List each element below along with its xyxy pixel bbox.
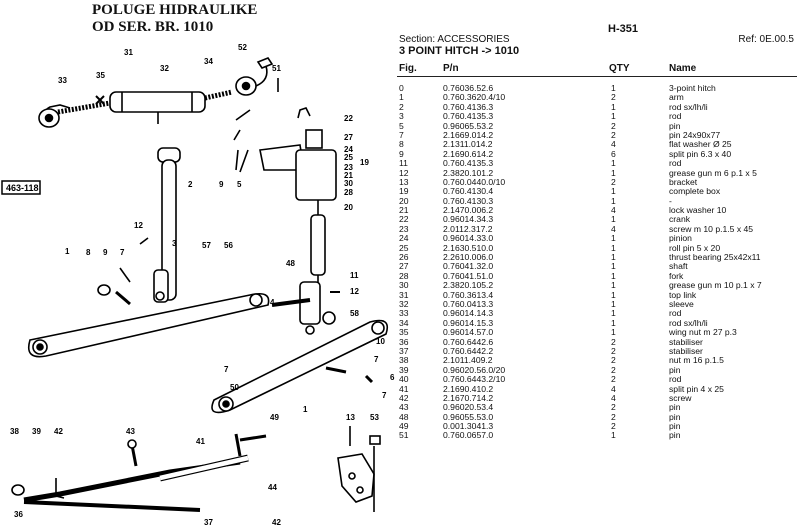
- cell-name: roll pin 5 x 20: [669, 242, 721, 253]
- cell-qty: 2: [611, 364, 616, 375]
- cell-pn: 0.760.4130.3: [443, 195, 494, 206]
- stabilisers: [12, 434, 266, 510]
- svg-text:32: 32: [160, 64, 169, 73]
- cell-name: rod sx/lh/li: [669, 317, 708, 328]
- cell-fig: 9: [399, 148, 404, 159]
- cell-qty: 1: [611, 317, 616, 328]
- lower-link-left: [29, 268, 269, 357]
- cell-fig: 32: [399, 298, 409, 309]
- cell-qty: 1: [611, 327, 616, 338]
- cell-qty: 1: [611, 280, 616, 291]
- cell-pn: 0.76041.32.0: [443, 261, 494, 272]
- cell-pn: 0.76036.52.6: [443, 83, 494, 93]
- col-qty: QTY: [609, 63, 630, 74]
- cell-qty: 6: [611, 148, 616, 159]
- cell-name: 3-point hitch: [669, 83, 716, 93]
- cell-name: stabiliser: [669, 345, 703, 356]
- cell-qty: 2: [611, 345, 616, 356]
- cell-name: grease gun m 6 p.1 x 5: [669, 167, 757, 178]
- svg-text:19: 19: [360, 158, 369, 167]
- cell-fig: 40: [399, 374, 409, 385]
- cell-fig: 7: [399, 129, 404, 140]
- svg-text:52: 52: [238, 43, 247, 52]
- svg-text:24: 24: [344, 145, 353, 154]
- cell-fig: 11: [399, 158, 408, 169]
- svg-text:21: 21: [344, 171, 353, 180]
- cell-fig: 35: [399, 327, 409, 338]
- cell-pn: 0.96014.57.0: [443, 327, 494, 338]
- cell-fig: 23: [399, 223, 409, 234]
- cell-pn: 0.96014.33.0: [443, 233, 494, 244]
- cell-qty: 4: [611, 139, 616, 150]
- cell-fig: 24: [399, 233, 409, 244]
- svg-text:44: 44: [268, 483, 277, 492]
- cell-name: bracket: [669, 176, 698, 187]
- cell-qty: 1: [611, 167, 616, 178]
- cell-fig: 30: [399, 280, 409, 291]
- cell-pn: 2.1470.006.2: [443, 205, 494, 216]
- svg-text:33: 33: [58, 76, 67, 85]
- cell-name: complete box: [669, 186, 721, 197]
- svg-text:43: 43: [126, 427, 135, 436]
- cell-name: rod sx/lh/li: [669, 101, 708, 112]
- cell-name: split pin 4 x 25: [669, 383, 724, 394]
- cell-name: screw m 10 p.1.5 x 45: [669, 223, 754, 234]
- svg-text:35: 35: [96, 71, 105, 80]
- cell-qty: 2: [611, 336, 616, 347]
- svg-text:22: 22: [344, 114, 353, 123]
- cell-qty: 1: [611, 308, 616, 319]
- cell-fig: 38: [399, 355, 409, 366]
- diagram-title-line1: POLUGE HIDRAULIKE: [92, 2, 258, 18]
- cell-qty: 2: [611, 421, 616, 432]
- cell-qty: 1: [611, 242, 616, 253]
- svg-text:53: 53: [370, 413, 379, 422]
- cell-name: stabiliser: [669, 336, 703, 347]
- cell-pn: 2.3820.101.2: [443, 167, 494, 178]
- cell-fig: 34: [399, 317, 409, 328]
- cell-name: flat washer Ø 25: [669, 139, 732, 150]
- cell-name: grease gun m 10 p.1 x 7: [669, 280, 762, 291]
- cell-pn: 0.96020.56.0/20: [443, 364, 506, 375]
- cell-name: rod: [669, 111, 682, 122]
- cell-pn: 0.760.4135.3: [443, 111, 494, 122]
- svg-text:9: 9: [219, 180, 224, 189]
- cell-pn: 0.96065.53.2: [443, 120, 494, 131]
- cell-name: rod: [669, 308, 682, 319]
- cell-name: pinion: [669, 233, 692, 244]
- cell-fig: 25: [399, 242, 409, 253]
- svg-text:30: 30: [344, 179, 353, 188]
- svg-text:4: 4: [270, 298, 275, 307]
- cell-name: fork: [669, 270, 684, 281]
- cell-fig: 49: [399, 421, 409, 432]
- cell-name: shaft: [669, 261, 688, 272]
- cell-qty: 1: [611, 430, 616, 441]
- cell-pn: 0.760.0413.3: [443, 298, 494, 309]
- cell-name: pin: [669, 120, 681, 131]
- cell-qty: 2: [611, 129, 616, 140]
- svg-text:58: 58: [350, 309, 359, 318]
- cell-fig: 21: [399, 205, 409, 216]
- cell-name: wing nut m 27 p.3: [669, 327, 737, 338]
- cell-fig: 37: [399, 345, 409, 356]
- svg-text:9: 9: [103, 248, 108, 257]
- cell-fig: 48: [399, 411, 409, 422]
- cell-name: pin: [669, 430, 681, 441]
- svg-text:56: 56: [224, 241, 233, 250]
- cell-name: split pin 6.3 x 40: [669, 148, 732, 159]
- svg-text:27: 27: [344, 133, 353, 142]
- cell-qty: 1: [611, 298, 616, 309]
- svg-text:12: 12: [134, 221, 143, 230]
- callout-labels: [10, 43, 395, 527]
- cell-fig: 27: [399, 261, 409, 272]
- cell-qty: 2: [611, 355, 616, 366]
- cell-fig: 28: [399, 270, 409, 281]
- bracket: [338, 426, 380, 512]
- cell-fig: 42: [399, 392, 409, 403]
- cell-fig: 19: [399, 186, 409, 197]
- cell-pn: 0.760.0440.0/10: [443, 176, 506, 187]
- cell-name: pin: [669, 364, 681, 375]
- cell-pn: 0.760.4130.4: [443, 186, 494, 197]
- cell-pn: 0.760.6442.6: [443, 336, 494, 347]
- cell-fig: 8: [399, 139, 404, 150]
- section-code: H-351: [608, 23, 638, 35]
- figure-code: 463-118: [6, 183, 39, 193]
- cell-pn: 0.001.3041.3: [443, 421, 494, 432]
- svg-text:13: 13: [346, 413, 355, 422]
- svg-text:34: 34: [204, 57, 213, 66]
- svg-text:42: 42: [54, 427, 63, 436]
- cell-pn: 0.760.0657.0: [443, 430, 494, 441]
- cell-pn: 2.3820.105.2: [443, 280, 494, 291]
- svg-text:2: 2: [188, 180, 193, 189]
- lift-rods: [140, 110, 250, 302]
- cell-pn: 0.760.4136.3: [443, 101, 494, 112]
- hitch-drawing: [0, 0, 395, 529]
- cell-fig: 39: [399, 364, 409, 375]
- svg-text:5: 5: [237, 180, 242, 189]
- svg-text:37: 37: [204, 518, 213, 527]
- cell-pn: 0.96014.14.3: [443, 308, 494, 319]
- cell-pn: 2.1011.409.2: [443, 355, 493, 366]
- cell-pn: 0.96014.34.3: [443, 214, 494, 225]
- cell-name: nut m 16 p.1.5: [669, 355, 724, 366]
- col-fig: Fig.: [399, 63, 417, 74]
- cell-qty: 1: [611, 83, 616, 93]
- table-row: [397, 431, 797, 440]
- cell-qty: 2: [611, 92, 616, 103]
- svg-text:48: 48: [286, 259, 295, 268]
- cell-name: pin: [669, 411, 681, 422]
- section-label: Section: ACCESSORIES: [399, 34, 510, 45]
- diagram-title-line2: OD SER. BR. 1010: [92, 19, 214, 35]
- cell-pn: 2.1670.714.2: [443, 392, 494, 403]
- cell-qty: 1: [611, 252, 616, 263]
- svg-text:1: 1: [65, 247, 70, 256]
- cell-pn: 0.96055.53.0: [443, 411, 494, 422]
- svg-text:31: 31: [124, 48, 133, 57]
- svg-text:57: 57: [202, 241, 211, 250]
- cell-pn: 2.1669.014.2: [443, 129, 494, 140]
- reference-code: Ref: 0E.00.5: [738, 34, 794, 45]
- cell-pn: 0.760.3613.4: [443, 289, 494, 300]
- cell-name: crank: [669, 214, 691, 225]
- svg-text:7: 7: [382, 391, 387, 400]
- cell-qty: 1: [611, 270, 616, 281]
- cell-qty: 1: [611, 214, 616, 225]
- parts-list: [397, 0, 800, 529]
- cell-name: pin 24x90x77: [669, 129, 721, 140]
- cell-fig: 36: [399, 336, 409, 347]
- cell-name: top link: [669, 289, 697, 300]
- cell-fig: 31: [399, 289, 409, 300]
- cell-qty: 4: [611, 223, 616, 234]
- cell-pn: 2.2610.006.0: [443, 252, 494, 263]
- cell-fig: 43: [399, 402, 409, 413]
- svg-text:20: 20: [344, 203, 353, 212]
- cell-qty: 1: [611, 195, 616, 206]
- col-pn: P/n: [443, 63, 459, 74]
- cell-pn: 2.1630.510.0: [443, 242, 494, 253]
- cell-name: pin: [669, 421, 681, 432]
- cell-pn: 2.1690.410.2: [443, 383, 494, 394]
- cell-pn: 0.76041.51.0: [443, 270, 494, 281]
- cell-name: rod: [669, 374, 682, 385]
- svg-text:7: 7: [120, 248, 125, 257]
- cell-qty: 1: [611, 101, 616, 112]
- svg-text:49: 49: [270, 413, 279, 422]
- cell-fig: 5: [399, 120, 404, 131]
- cell-fig: 33: [399, 308, 409, 319]
- cell-qty: 2: [611, 120, 616, 131]
- svg-text:1: 1: [303, 405, 308, 414]
- cell-qty: 1: [611, 186, 616, 197]
- col-name: Name: [669, 63, 697, 74]
- cell-fig: 12: [399, 167, 409, 178]
- svg-text:36: 36: [14, 510, 23, 519]
- svg-text:28: 28: [344, 188, 353, 197]
- svg-text:12: 12: [350, 287, 359, 296]
- svg-text:3: 3: [172, 239, 177, 248]
- cell-qty: 1: [611, 111, 616, 122]
- svg-text:41: 41: [196, 437, 205, 446]
- cell-qty: 2: [611, 411, 616, 422]
- cell-name: sleeve: [669, 298, 694, 309]
- cell-name: arm: [669, 92, 684, 103]
- svg-text:50: 50: [230, 383, 239, 392]
- cell-fig: 51: [399, 430, 409, 441]
- exploded-diagram: [0, 0, 395, 529]
- cell-pn: 0.760.6442.2: [443, 345, 494, 356]
- svg-text:39: 39: [32, 427, 41, 436]
- cell-fig: 2: [399, 101, 404, 112]
- svg-text:10: 10: [376, 337, 385, 346]
- cell-qty: 1: [611, 261, 616, 272]
- cell-name: rod: [669, 158, 682, 169]
- svg-text:25: 25: [344, 153, 353, 162]
- cell-pn: 2.1690.614.2: [443, 148, 494, 159]
- cell-name: thrust bearing 25x42x11: [669, 252, 761, 263]
- cell-qty: 1: [611, 233, 616, 244]
- cell-name: -: [669, 195, 672, 206]
- cell-qty: 1: [611, 158, 616, 169]
- cell-qty: 2: [611, 374, 616, 385]
- svg-text:8: 8: [86, 248, 91, 257]
- cell-fig: 26: [399, 252, 409, 263]
- cell-qty: 4: [611, 383, 616, 394]
- cell-fig: 20: [399, 195, 409, 206]
- cell-fig: 3: [399, 111, 404, 122]
- assembly-subtitle: 3 POINT HITCH -> 1010: [399, 45, 520, 57]
- svg-text:7: 7: [374, 355, 379, 364]
- svg-text:38: 38: [10, 427, 19, 436]
- cell-name: lock washer 10: [669, 205, 727, 216]
- svg-text:42: 42: [272, 518, 281, 527]
- lower-link-right: [212, 321, 387, 413]
- cell-name: pin: [669, 402, 681, 413]
- top-link-assembly: [39, 58, 278, 127]
- cell-fig: 41: [399, 383, 409, 394]
- svg-text:7: 7: [224, 365, 229, 374]
- parts-table: [397, 84, 797, 441]
- svg-text:11: 11: [350, 271, 359, 280]
- cell-pn: 0.760.3620.4/10: [443, 92, 506, 103]
- cell-qty: 2: [611, 176, 616, 187]
- cell-fig: 13: [399, 176, 409, 187]
- cell-fig: 22: [399, 214, 409, 225]
- svg-text:51: 51: [272, 64, 281, 73]
- cell-qty: 1: [611, 289, 616, 300]
- svg-text:6: 6: [390, 373, 395, 382]
- cell-fig: 0: [399, 83, 404, 93]
- cell-pn: 0.760.6443.2/10: [443, 374, 506, 385]
- cell-name: screw: [669, 392, 692, 403]
- cell-pn: 0.96020.53.4: [443, 402, 494, 413]
- table-header: [397, 62, 797, 77]
- cell-qty: 4: [611, 392, 616, 403]
- cell-pn: 0.96014.15.3: [443, 317, 494, 328]
- cell-fig: 1: [399, 92, 404, 103]
- cell-qty: 4: [611, 205, 616, 216]
- cell-qty: 2: [611, 402, 616, 413]
- cell-pn: 2.1311.014.2: [443, 139, 493, 150]
- cell-pn: 2.0112.317.2: [443, 223, 493, 234]
- cell-pn: 0.760.4135.3: [443, 158, 494, 169]
- svg-text:23: 23: [344, 163, 353, 172]
